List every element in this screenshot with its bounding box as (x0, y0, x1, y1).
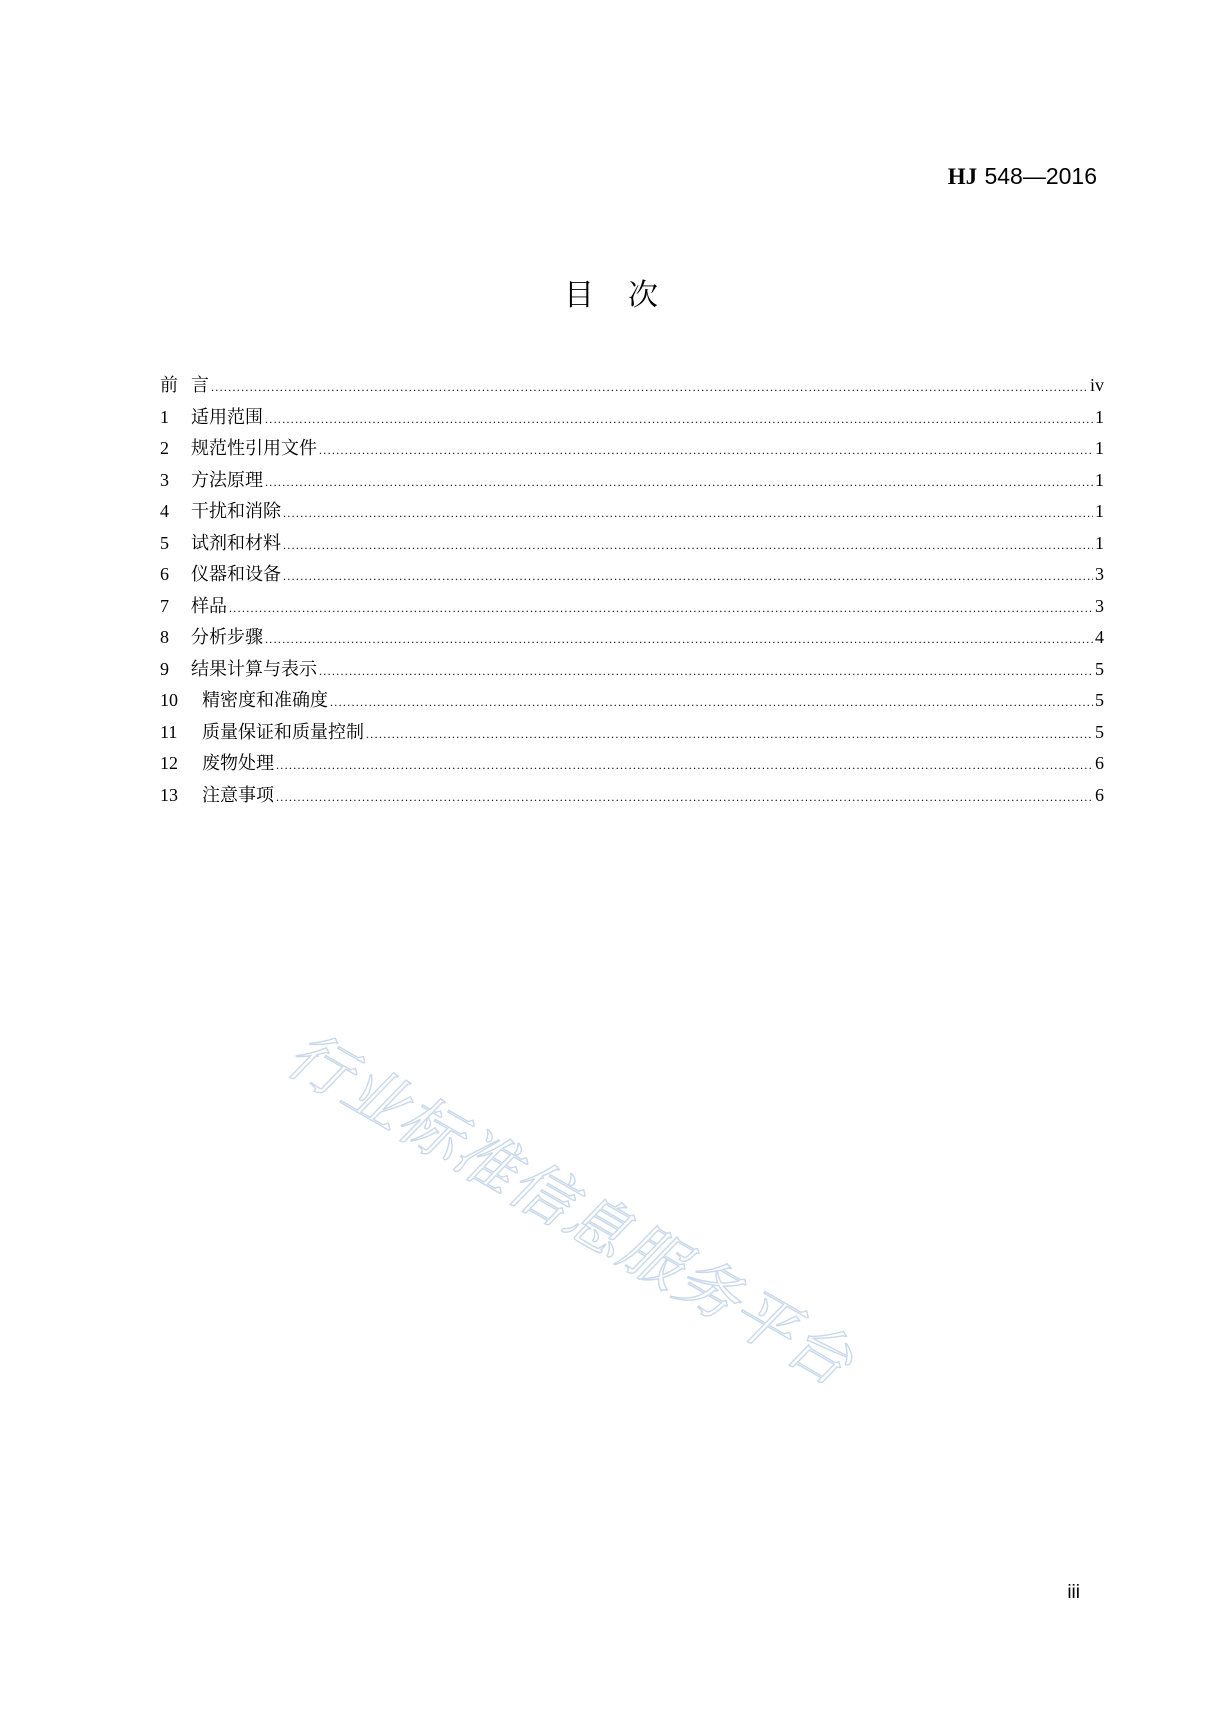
toc-entry-number: 前 (160, 375, 178, 395)
toc-entry[interactable] (160, 532, 1104, 564)
toc-entry-label: 试剂和材料 (191, 532, 281, 554)
toc-title: 目 次 (564, 278, 660, 313)
toc-entry-number: 13 (160, 784, 178, 805)
toc-dot-leader (229, 597, 1093, 619)
toc-entry-page: 1 (1095, 406, 1104, 427)
standard-prefix: HJ (947, 164, 978, 189)
toc-entry-label: 规范性引用文件 (191, 438, 317, 459)
toc-entry-number: 8 (160, 627, 169, 647)
toc-dot-leader (319, 439, 1093, 461)
toc-entry-page: 6 (1095, 753, 1104, 773)
toc-entry-number: 5 (160, 532, 169, 553)
toc-entry-label: 质量保证和质量控制 (202, 721, 364, 743)
toc-dot-leader (319, 660, 1093, 682)
toc-entry-label: 注意事项 (202, 784, 274, 806)
toc-entry-foreword[interactable] (160, 374, 1104, 406)
page-number: iii (1067, 1582, 1080, 1603)
toc-entry[interactable] (160, 469, 1104, 501)
toc-dot-leader (283, 565, 1093, 587)
toc-entry-number: 3 (160, 469, 169, 490)
table-of-contents (160, 374, 1104, 815)
toc-entry-number: 9 (160, 658, 169, 679)
toc-dot-leader (265, 408, 1093, 430)
toc-entry[interactable] (160, 563, 1104, 595)
toc-entry-page: 4 (1095, 627, 1104, 647)
toc-entry[interactable] (160, 752, 1104, 784)
toc-entry-number: 6 (160, 564, 169, 584)
toc-entry-label: 干扰和消除 (191, 501, 281, 522)
toc-dot-leader (366, 723, 1093, 745)
toc-entry-label: 适用范围 (191, 406, 263, 428)
standard-code (948, 162, 1097, 191)
toc-entry-page: 6 (1095, 784, 1104, 805)
toc-entry-page: 1 (1095, 438, 1104, 458)
toc-dot-leader (276, 786, 1093, 808)
toc-entry-number: 12 (160, 753, 178, 773)
toc-dot-leader (265, 628, 1093, 650)
toc-entry-page: 5 (1095, 690, 1104, 710)
toc-entry-number: 11 (160, 721, 178, 742)
toc-entry[interactable] (160, 437, 1104, 469)
toc-entry-label: 分析步骤 (191, 627, 263, 648)
toc-entry-label: 精密度和准确度 (202, 690, 328, 711)
toc-dot-leader (330, 691, 1093, 713)
toc-entry-label: 方法原理 (191, 469, 263, 491)
toc-entry[interactable] (160, 500, 1104, 532)
toc-dot-leader (265, 471, 1093, 493)
toc-entry-number: 10 (160, 690, 178, 710)
toc-entry-label: 仪器和设备 (191, 564, 281, 585)
toc-dot-leader (276, 754, 1093, 776)
toc-entry-page: 1 (1095, 501, 1104, 521)
toc-entry-page: 1 (1095, 469, 1104, 490)
toc-entry-label: 废物处理 (202, 753, 274, 774)
toc-entry-number: 7 (160, 595, 169, 616)
toc-entry[interactable] (160, 406, 1104, 438)
toc-dot-leader (283, 534, 1093, 556)
toc-entry[interactable] (160, 595, 1104, 627)
toc-entry-label: 结果计算与表示 (191, 658, 317, 680)
toc-entry-page: iv (1089, 375, 1104, 395)
toc-entry-page: 5 (1095, 658, 1104, 679)
toc-entry-page: 5 (1095, 721, 1104, 742)
toc-entry[interactable] (160, 689, 1104, 721)
toc-dot-leader (283, 502, 1093, 524)
watermark: 行业标准信息服务平台 (275, 1017, 866, 1401)
toc-entry-page: 3 (1095, 564, 1104, 584)
toc-entry[interactable] (160, 721, 1104, 753)
toc-entry[interactable] (160, 658, 1104, 690)
toc-entry-number: 4 (160, 501, 169, 521)
toc-entry-page: 3 (1095, 595, 1104, 616)
toc-entry[interactable] (160, 784, 1104, 816)
toc-entry-number: 1 (160, 406, 169, 427)
toc-entry[interactable] (160, 626, 1104, 658)
toc-entry-number: 2 (160, 438, 169, 458)
toc-entry-page: 1 (1095, 532, 1104, 553)
toc-entry-label: 样品 (191, 595, 227, 617)
toc-dot-leader (211, 376, 1088, 398)
standard-number: 548—2016 (984, 163, 1097, 189)
toc-entry-label: 言 (191, 375, 209, 396)
